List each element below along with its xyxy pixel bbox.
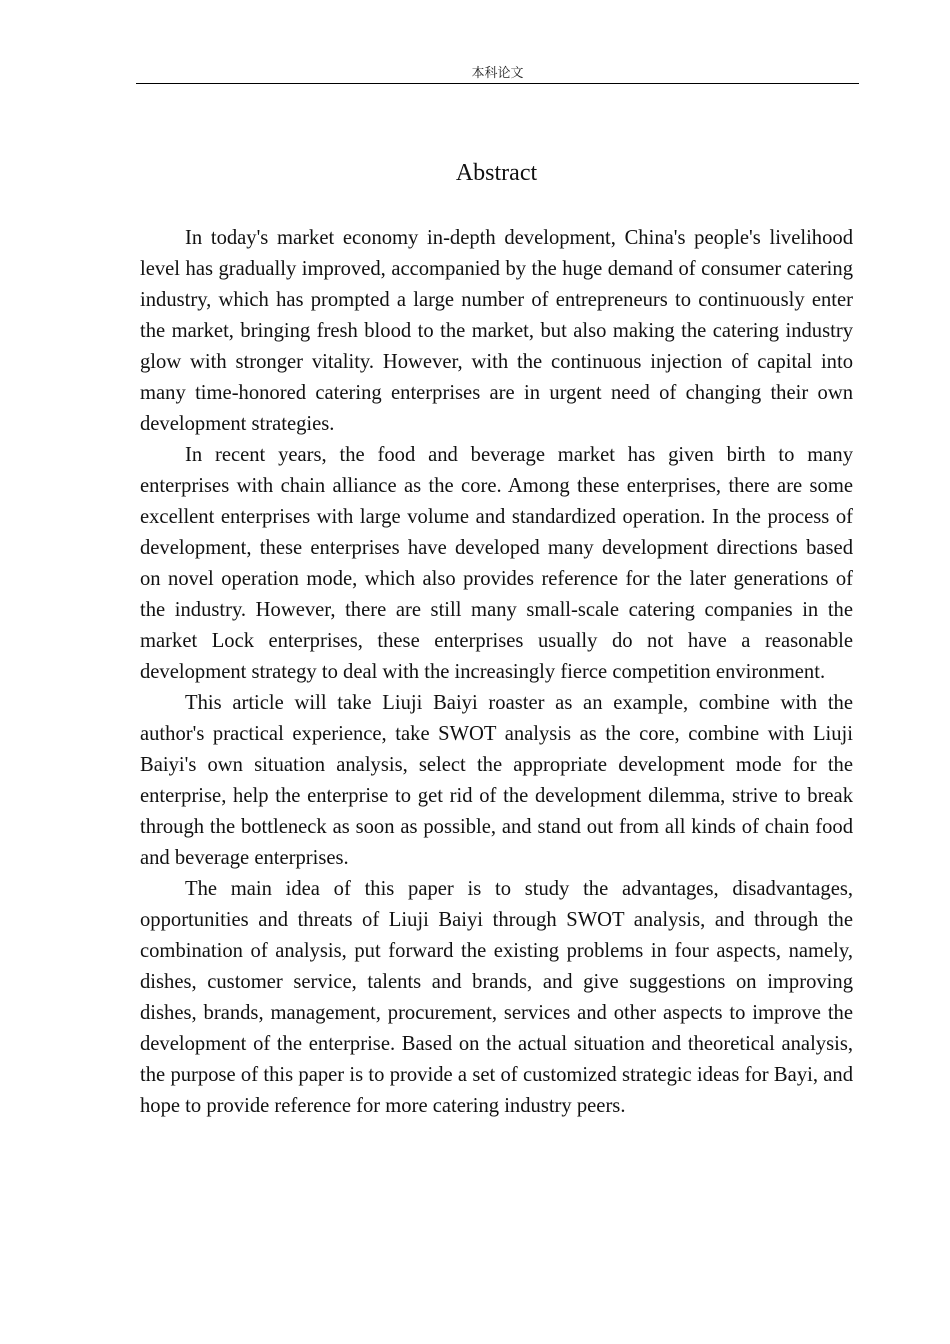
abstract-paragraph-4: The main idea of this paper is to study the advantages, disadvantages, opportunities and threats of Liuji Baiyi through SWOT analysis, and through the combination of analysis, put forward the existing problems in four aspects, namely, dishes, customer service, talents and brands, and give suggestions on improving dishes, brands, management, procurement, services and other aspects to improve the development of the enterprise. Based on the actual situation and theoretical analysis, the purpose of this paper is to provide a set of customized strategic ideas for Bayi, and hope to provide reference for more catering industry peers. bbox=[140, 878, 853, 1117]
abstract-title: Abstract bbox=[455, 160, 538, 186]
header-rule bbox=[136, 83, 859, 84]
abstract-paragraph-2: In recent years, the food and beverage market has given birth to many enterprises with chain alliance as the core. Among these enterprises, there are some excellent enterprises with large volume and standardized operation. In the process of development, these enterprises have developed many development directions based on novel operation mode, which also provides reference for the later generations of the industry. However, there are still many small-scale catering companies in the market Lock enterprises, these enterprises usually do not have a reasonable development strategy to deal with the increasingly fierce competition environment. bbox=[140, 444, 853, 683]
abstract-paragraph-1: In today's market economy in-depth development, China's people's livelihood level has gradually improved, accompanied by the huge demand of consumer catering industry, which has prompted a large number of entrepreneurs to continuously enter the market, bringing fresh blood to the market, but also making the catering industry glow with stronger vitality. However, with the continuous injection of capital into many time-honored catering enterprises are in urgent need of changing their own development strategies. bbox=[140, 227, 853, 435]
running-header: 本科论文 bbox=[471, 66, 524, 81]
abstract-body bbox=[140, 223, 853, 1122]
abstract-paragraph-3: This article will take Liuji Baiyi roaster as an example, combine with the author's practical experience, take SWOT analysis as the core, combine with Liuji Baiyi's own situation analysis, select the appropriate development mode for the enterprise, help the enterprise to get rid of the development dilemma, strive to break through the bottleneck as soon as possible, and stand out from all kinds of chain food and beverage enterprises. bbox=[140, 692, 853, 869]
